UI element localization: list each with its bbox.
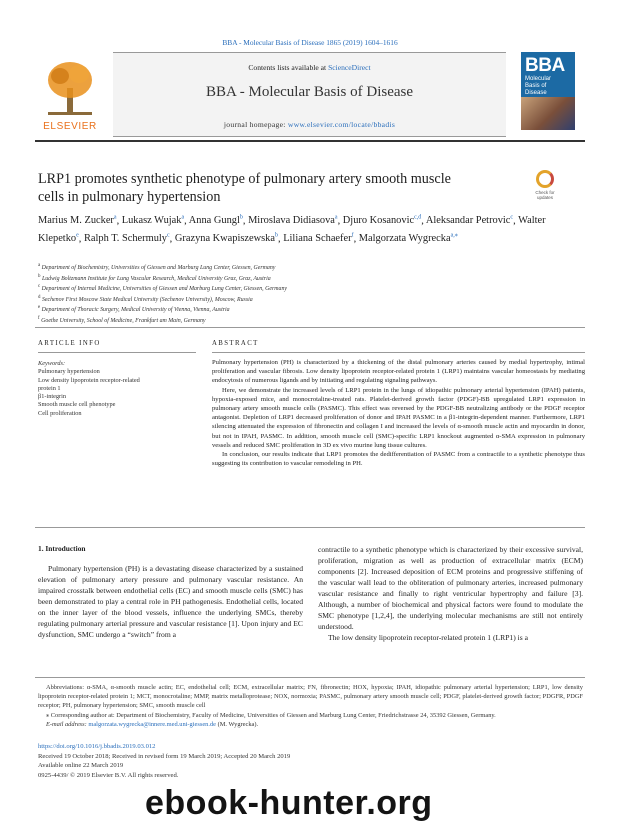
journal-name: BBA - Molecular Basis of Disease (205, 84, 414, 100)
cover-line1: Molecular (525, 76, 552, 82)
author-list: Marius M. Zucker$^a$, Lukasz Wujak$^a$, Anna Gungl$^b$, Miroslava Didiasova$^a$, Djuro Kosanovic$^{c,d}$, Aleksandar Petrovic$^c$, Walter Klepetko$^e$, Ralph T. Schermuly$^c$, Grazyna Kwapiszewska$^b$, Liliana Schaefer$^f$, Malgorzata Wygrecka$^{a,⁎}$ (38, 215, 546, 245)
author-affiliation-marker[interactable]: c (510, 215, 514, 221)
masthead-divider (35, 140, 585, 142)
abstract-paragraph-3: In conclusion, our results indicate that LRP1 promotes the dedifferentiation of PASMC from a contractile to a synthetic phenotype thus suggesting its contribution to vascular remodeling in PH. (212, 451, 585, 468)
affiliation-text: Department of Biochemistry, Universities of Giessen and Marburg Lung Center, Giessen, Germany (41, 264, 276, 271)
check-updates-line1: Check for (535, 190, 555, 195)
cover-subtitle (525, 76, 551, 97)
cover-line2: Basis of (525, 83, 547, 89)
abstract-divider (212, 352, 585, 353)
affiliation-marker: c (38, 284, 41, 290)
keywords-list (38, 368, 196, 418)
author-name: Ralph T. Schermuly (83, 233, 167, 245)
abstract-body (212, 358, 585, 468)
publisher-logo-text: ELSEVIER (43, 121, 97, 132)
affiliation-item (38, 283, 578, 294)
homepage-prefix: journal homepage: (223, 120, 288, 129)
email-label: E-mail address: (46, 720, 89, 728)
check-updates-label (530, 190, 560, 200)
contents-line (113, 63, 506, 72)
author-affiliation-marker[interactable]: a (181, 215, 185, 221)
author-entry[interactable] (343, 215, 421, 226)
cover-art (521, 97, 575, 130)
article-title: LRP1 promotes synthetic phenotype of pulmonary artery smooth muscle cells in pulmonary hypertension (38, 171, 451, 205)
sciencedirect-link[interactable]: ScienceDirect (328, 63, 371, 72)
author-entry[interactable] (122, 215, 184, 226)
check-updates-line2: updates (536, 195, 553, 200)
author-name: Liliana Schaefer (283, 233, 352, 245)
email-link[interactable]: malgorzata.wygrecka@innere.med.uni-giessen.de (88, 720, 216, 728)
affiliation-marker: d (38, 294, 41, 300)
keyword-item: Cell proliferation (38, 409, 82, 417)
affiliation-item (38, 315, 578, 326)
author-name: Djuro Kosanovic (342, 215, 415, 227)
running-head[interactable]: BBA - Molecular Basis of Disease 1865 (2019) 1604–1616 (222, 38, 398, 47)
article-info-divider (38, 352, 196, 353)
intro-paragraph-continued: contractile to a synthetic phenotype which is characterized by their excessive survival, proliferation, migration as well as production of extracellular matrix (ECM) components [2]. Increased deposition of ECM proteins and progressive stiffening of the vascular wall lead to the obliteration of pulmonary arteries, increased pulmonary vascular resistance and finally to right ventricular hypertrophy and failure [3]. Although, a number of biochemical and physical factors were found to modulate the SMC phenotype [1,2,4], the underlying molecular mechanisms are still not entirely understood. (318, 545, 583, 631)
affiliation-marker: f (38, 315, 40, 321)
journal-cover-thumbnail[interactable] (521, 52, 575, 130)
elsevier-tree-icon (44, 58, 96, 118)
author-affiliation-marker[interactable]: b (275, 232, 278, 239)
abstract-paragraph-1: Pulmonary hypertension (PH) is characterized by a thickening of the distal pulmonary arteries caused by medial hypertrophy, intimal proliferation and vascular fibrosis. Low density lipoprotein receptor-related protein 1 (LRP1) maintains vascular homeostasis by mediating endocytosis of numerous ligands and by initiating and regulating signaling pathways. (212, 359, 585, 385)
publication-info (38, 742, 583, 780)
keyword-item: Low density lipoprotein receptor-related (38, 376, 140, 384)
affiliation-item (38, 262, 578, 273)
homepage-link[interactable]: www.elsevier.com/locate/bbadis (287, 120, 396, 129)
author-entry[interactable] (189, 215, 243, 226)
author-name: Aleksandar Petrovic (425, 215, 511, 227)
affiliation-item (38, 273, 578, 284)
author-name: Anna Gungl (188, 215, 240, 227)
author-name: Malgorzata Wygrecka (358, 233, 451, 245)
affiliation-text: Ludwig Boltzmann Institute for Lung Vascular Research, Medical University Graz, Graz, Austria (41, 275, 271, 282)
abstract-heading: ABSTRACT (212, 340, 259, 347)
email-suffix: (M. Wygrecka). (216, 720, 259, 728)
intro-paragraph-1: Pulmonary hypertension (PH) is a devastating disease characterized by a sustained elevation of pulmonary artery pressure and pulmonary vascular resistance. An impaired crosstalk between endothelial cells (EC) and smooth muscle cells (SMC) has been demonstrated to play a central role in PH pathogenesis. Endothelial cells, located on the inner layer of the blood vessels, influence the underlying SMCs, thereby regulating pulmonary arterial pressure and vascular resistance [1]. Upon injury and EC dysfunction, SMC undergo a “switch” from a (38, 564, 303, 639)
author-name: Walter Klepetko (38, 215, 546, 245)
affiliation-text: Sechenov First Moscow State Medical University (Sechenov University), Moscow, Russia (41, 296, 253, 303)
author-affiliation-marker[interactable]: c,d (414, 215, 422, 221)
author-name: Marius M. Zucker (38, 215, 114, 227)
email-footnote (38, 720, 583, 729)
author-entry[interactable] (84, 233, 170, 244)
body-column-left (38, 563, 303, 640)
check-updates-icon (536, 170, 554, 188)
journal-banner (113, 52, 506, 137)
affiliation-marker: a (38, 263, 41, 268)
affiliation-list (38, 262, 578, 325)
author-affiliation-marker[interactable]: a,⁎ (450, 232, 458, 239)
affiliation-divider (35, 327, 585, 328)
abstract-paragraph-2: Here, we demonstrate the increased levels of LRP1 protein in the lungs of idiopathic pulmonary arterial hypertension (IPAH) patients, hypoxia-exposed mice, and monocrotaline-treated rats. Platelet-derived growth factor (PDGF)-BB upregulated LRP1 expression in pulmonary artery smooth muscle cells (PASMC). This effect was reversed by the PDGF-BB neutralizing antibody or the PDGF receptor antagonist. Depletion of LRP1 decreased proliferation of donor and IPAH PASMC in a β1-integrin-dependent manner. Furthermore, LRP1 silencing attenuated the expression of fibronectin and collagen I and increased the levels of α-smooth muscle actin and myocardin in donor, but not in IPAH, PASMC. In addition, smooth muscle cell (SMC)-specific LRP1 knockout augmented α-SMA expression in pulmonary vessels and reduced SMC proliferation in 3D ex vivo murine lung tissue cultures. (212, 386, 585, 449)
journal-masthead (35, 52, 575, 137)
affiliation-marker: e (38, 305, 41, 311)
contents-prefix: Contents lists available at (248, 63, 329, 72)
author-entry[interactable] (248, 215, 338, 226)
keyword-item: Pulmonary hypertension (38, 368, 100, 376)
author-name: Grazyna Kwapiszewska (174, 233, 275, 245)
keyword-item: Smooth muscle cell phenotype (38, 401, 116, 409)
author-affiliation-marker[interactable]: a (113, 215, 117, 221)
affiliation-item (38, 294, 578, 305)
author-name: Miroslava Didiasova (248, 215, 335, 227)
cover-title: BBA (525, 55, 565, 76)
author-entry[interactable] (175, 233, 278, 244)
homepage-line (113, 120, 506, 129)
author-entry[interactable] (359, 233, 458, 244)
body-column-right (318, 544, 583, 643)
cover-line3: Disease (525, 90, 547, 96)
affiliation-text: Goethe University, School of Medicine, Frankfurt am Main, Germany (41, 317, 206, 324)
body-divider (35, 527, 585, 528)
author-affiliation-marker[interactable]: b (239, 215, 243, 221)
keyword-item: protein 1 (38, 384, 61, 392)
author-entry[interactable] (38, 215, 117, 226)
elsevier-logo[interactable] (38, 58, 102, 134)
check-for-updates-badge[interactable] (532, 170, 558, 202)
article-info-heading: ARTICLE INFO (38, 340, 101, 347)
keyword-item: β1-integrin (38, 393, 67, 401)
author-affiliation-marker[interactable]: c (167, 232, 170, 239)
doi-link[interactable]: https://doi.org/10.1016/j.bbadis.2019.03.012 (38, 743, 156, 750)
author-affiliation-marker[interactable]: f (351, 232, 354, 239)
affiliation-text: Department of Thoracic Surgery, Medical University of Vienna, Vienna, Austria (41, 307, 230, 314)
author-entry[interactable] (426, 215, 513, 226)
footnotes (38, 683, 583, 729)
online-date: Available online 22 March 2019 (38, 762, 124, 770)
affiliation-marker: b (38, 273, 41, 279)
author-name: Lukasz Wujak (121, 215, 182, 227)
watermark-text: ebook-hunter.org (145, 784, 433, 822)
author-entry[interactable] (283, 233, 353, 244)
corresponding-author-footnote: ⁎ Corresponding author at: Department of Biochemistry, Faculty of Medicine, Universities of Giessen and Marburg Lung Center, Friedrichstrasse 24, 35392 Giessen, Germany. (46, 711, 496, 719)
author-affiliation-marker[interactable]: e (76, 232, 79, 239)
copyright-line: 0925-4439/ © 2019 Elsevier B.V. All rights reserved. (38, 771, 179, 779)
affiliation-text: Department of Internal Medicine, Universities of Giessen and Marburg Lung Center, Giessen, Germany (41, 286, 288, 293)
keywords-block (38, 360, 196, 418)
affiliation-item (38, 304, 578, 315)
received-dates: Received 19 October 2018; Received in revised form 19 March 2019; Accepted 20 March 2019 (38, 752, 291, 760)
keywords-label: Keywords: (38, 360, 66, 367)
footnote-divider (35, 677, 585, 678)
introduction-heading: 1. Introduction (38, 544, 86, 553)
author-affiliation-marker[interactable]: a (334, 215, 338, 221)
abbreviations-footnote: Abbreviations: α-SMA, α-smooth muscle actin; EC, endothelial cell; ECM, extracellular matrix; FN, fibronectin; HOX, hypoxia; IPAH, idiopathic pulmonary arterial hypertension; LRP1, low density lipoprotein receptor-related protein 1; MCT, monocrotaline; MMP, matrix metalloprotease; NOX, normoxia; PASMC, pulmonary artery smooth muscle cell; PDGF, platelet-derived growth factor; PDGFR, PDGF receptor; PH, pulmonary hypertension; SMC, smooth muscle cell (38, 684, 583, 710)
intro-paragraph-2: The low density lipoprotein receptor-related protein 1 (LRP1) is a (328, 633, 528, 642)
